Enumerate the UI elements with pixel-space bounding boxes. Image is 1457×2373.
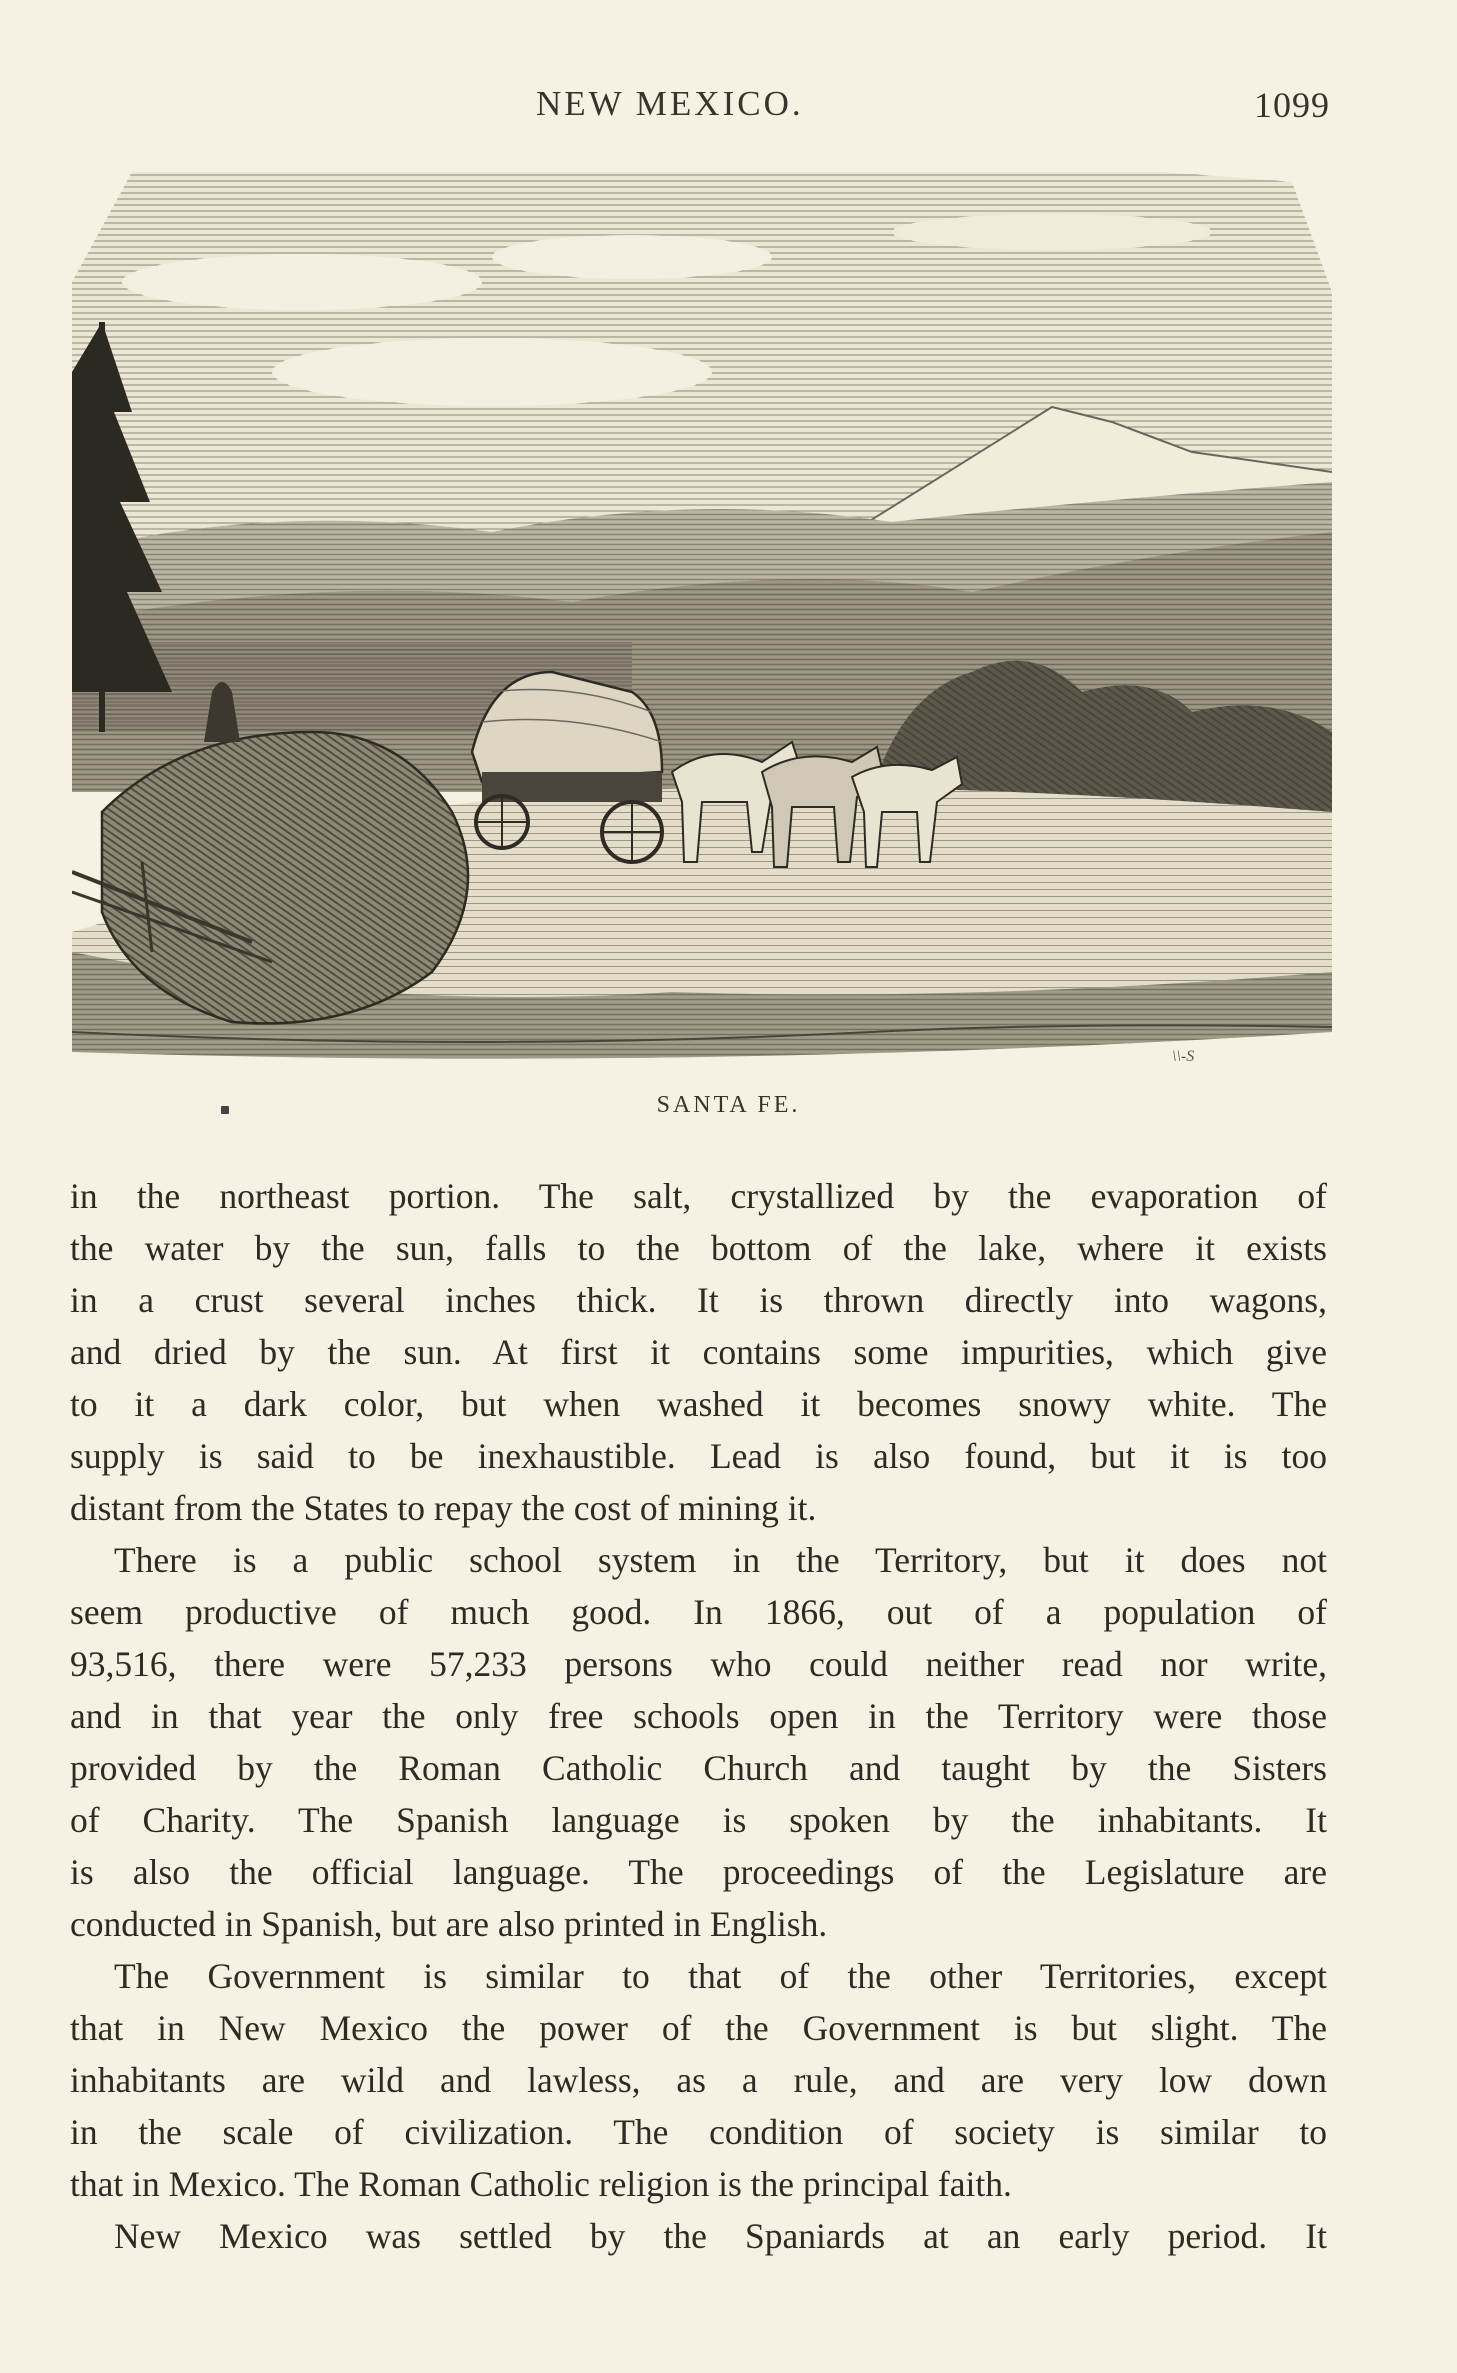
text-line: in the scale of civilization. The condition of society is similar to bbox=[70, 2112, 1327, 2152]
text-line: to it a dark color, but when washed it becomes snowy white. The bbox=[70, 1384, 1327, 1424]
text-line: in the northeast portion. The salt, crystallized by the evaporation of bbox=[70, 1176, 1327, 1216]
running-head bbox=[0, 84, 1457, 134]
santa-fe-engraving bbox=[72, 172, 1332, 1077]
text-line: that in New Mexico the power of the Government is but slight. The bbox=[70, 2008, 1327, 2048]
text-line: that in Mexico. The Roman Catholic religion is the principal faith. bbox=[70, 2164, 1012, 2204]
text-line: distant from the States to repay the cost of mining it. bbox=[70, 1488, 817, 1528]
engraver-mark: \\-S bbox=[1172, 1048, 1195, 1065]
text-line: the water by the sun, falls to the bottom of the lake, where it exists bbox=[70, 1228, 1327, 1268]
text-line: and in that year the only free schools open in the Territory were those bbox=[70, 1696, 1327, 1736]
text-line: New Mexico was settled by the Spaniards at an early period. It bbox=[114, 2216, 1327, 2256]
running-title: NEW MEXICO. bbox=[536, 84, 804, 123]
text-line: inhabitants are wild and lawless, as a rule, and are very low down bbox=[70, 2060, 1327, 2100]
text-line: in a crust several inches thick. It is thrown directly into wagons, bbox=[70, 1280, 1327, 1320]
text-line: supply is said to be inexhaustible. Lead is also found, but it is too bbox=[70, 1436, 1327, 1476]
text-line: There is a public school system in the Territory, but it does not bbox=[114, 1540, 1327, 1580]
text-line: seem productive of much good. In 1866, out of a population of bbox=[70, 1592, 1327, 1632]
text-line: 93,516, there were 57,233 persons who could neither read nor write, bbox=[70, 1644, 1327, 1684]
text-line: conducted in Spanish, but are also printed in English. bbox=[70, 1904, 828, 1944]
body-text bbox=[70, 1170, 1327, 2262]
text-line: The Government is similar to that of the other Territories, except bbox=[114, 1956, 1327, 1996]
engraving-image bbox=[72, 172, 1332, 1077]
illustration-caption: SANTA FE. bbox=[656, 1092, 801, 1118]
page-number: 1099 bbox=[1254, 85, 1330, 125]
text-line: provided by the Roman Catholic Church and taught by the Sisters bbox=[70, 1748, 1327, 1788]
text-line: is also the official language. The proceedings of the Legislature are bbox=[70, 1852, 1327, 1892]
text-line: and dried by the sun. At first it contains some impurities, which give bbox=[70, 1332, 1327, 1372]
text-line: of Charity. The Spanish language is spoken by the inhabitants. It bbox=[70, 1800, 1327, 1840]
